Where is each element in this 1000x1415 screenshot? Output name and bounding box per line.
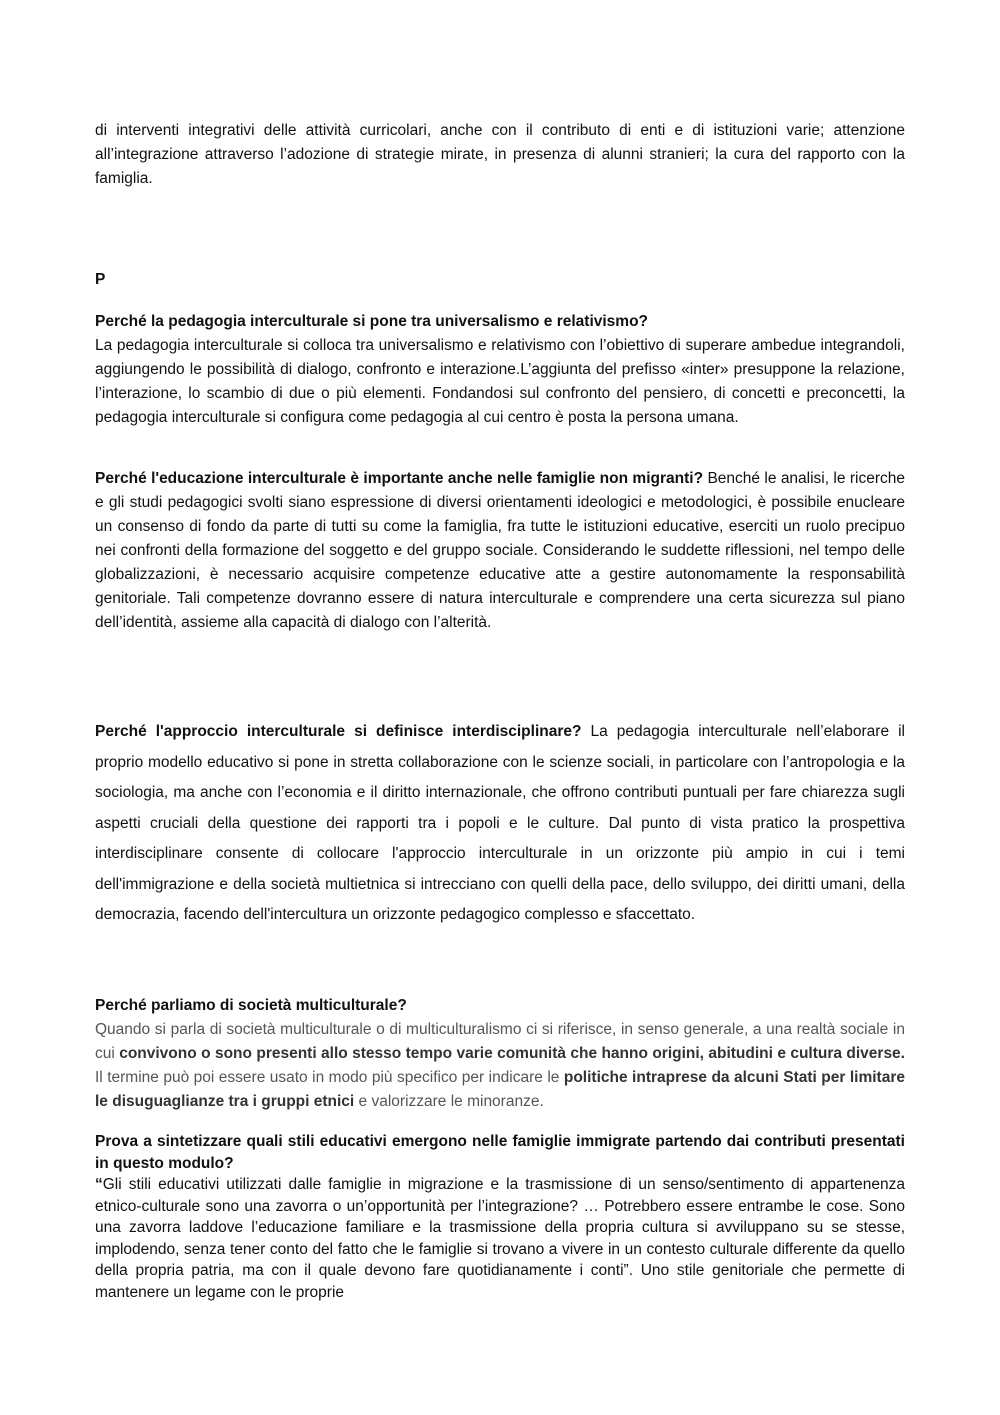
open-quote: “ [95, 1176, 103, 1193]
answer-text-2: Il termine può poi essere usato in modo più specifico per indicare le [95, 1069, 564, 1086]
answer-bold-1: convivono o sono presenti allo stesso tempo varie comunità che hanno origini, abitudini e cultura diverse. [119, 1045, 905, 1062]
answer-educational-styles-text: Gli stili educativi utilizzati dalle famiglie in migrazione e la trasmissione di un senso/sentimento di appartenenza etnico-culturale sono una zavorra o un’opportunità per l’integrazione? … Potrebbero essere entrambe le cose. Sono una zavorra laddove l’educazione familiare e la trasmissione della propria cultura si avviluppano su se stesse, implodendo, senza tener conto del fatto che le famiglie si trovano a vivere in un contesto culturale differente da quello della propria patria, ma con il quale devono fare quotidianamente i conti”. Uno stile genitoriale che permette di mantenere un legame con le proprie [95, 1176, 905, 1301]
answer-universalism: La pedagogia interculturale si colloca tra universalismo e relativismo con l’obiettivo di superare ambedue integrandoli, aggiungendo le possibilità di dialogo, confronto e interazione.L’aggiunta del prefisso «inter» presuppone la relazione, l’interazione, lo scambio di due o più elementi. Fondandosi sul confronto del pensiero, di concetti e preconcetti, la pedagogia interculturale si configura come pedagogia al cui centro è posta la persona umana. [95, 337, 905, 426]
section-non-migrant-families [95, 467, 905, 635]
answer-non-migrant-families: Benché le analisi, le ricerche e gli studi pedagogici svolti siano espressione di diversi orientamenti ideologici e metodologici, è possibile enucleare un consenso di fondo da parte di tutti su come la famiglia, fra tutte le istituzioni educative, eserciti un ruolo precipuo nei confronti della formazione del soggetto e del gruppo sociale. Considerando le suddette riflessioni, nel tempo delle globalizzazioni, è necessario acquisire competenze educative atte a gestire autonomamente la responsabilità genitoriale. Tali competenze dovranno essere di natura interculturale e comprendere una certa sicurezza sul piano dell’identità, assieme alla capacità di dialogo con l’alterità. [95, 470, 905, 631]
question-multicultural-society: Perché parliamo di società multiculturale? [95, 997, 407, 1014]
answer-text-1: Quando si parla di società multiculturale o di multiculturalismo ci si riferisce, in senso generale, a una realtà sociale in cui [95, 1021, 905, 1062]
section-multicultural-society [95, 994, 905, 1114]
answer-multicultural-society [95, 1018, 905, 1114]
answer-educational-styles [95, 1174, 905, 1303]
section-universalism [95, 310, 905, 430]
answer-interdisciplinary: La pedagogia interculturale nell’elaborare il proprio modello educativo si pone in stretta collaborazione con le scienze sociali, in particolare con l’antropologia e la sociologia, ma anche con l’economia e il diritto internazionale, che offrono contributi puntuali per fare chiarezza sugli aspetti cruciali della questione dei rapporti tra i popoli e le culture. Dal punto di vista pratico la prospettiva interdisciplinare consente di collocare l'approccio interculturale in un orizzonte più ampio in cui i temi dell'immigrazione e della società multietnica si intrecciano con quelli della pace, dello sviluppo, dei diritti umani, della democrazia, facendo dell'intercultura un orizzonte pedagogico complesso e sfaccettato. [95, 723, 906, 923]
question-interdisciplinary: Perché l'approccio interculturale si definisce interdisciplinare? [95, 723, 582, 740]
intro-paragraph: di interventi integrativi delle attività curricolari, anche con il contributo di enti e di istituzioni varie; attenzione all’integrazione attraverso l’adozione di strategie mirate, in presenza di alunni stranieri; la cura del rapporto con la famiglia. [95, 122, 905, 187]
question-universalism: Perché la pedagogia interculturale si pone tra universalismo e relativismo? [95, 313, 649, 330]
section-letter: P [95, 271, 106, 288]
section-educational-styles [95, 1131, 905, 1303]
question-educational-styles: Prova a sintetizzare quali stili educativi emergono nelle famiglie immigrate partendo dai contributi presentati in questo modulo? [95, 1133, 905, 1172]
section-interdisciplinary [95, 717, 905, 931]
question-non-migrant-families: Perché l'educazione interculturale è importante anche nelle famiglie non migranti? [95, 470, 704, 487]
answer-text-3: e valorizzare le minoranze. [354, 1093, 544, 1110]
answer-bold-2: politiche intraprese da alcuni Stati per limitare le disuguaglianze tra i gruppi etnici [95, 1069, 905, 1110]
